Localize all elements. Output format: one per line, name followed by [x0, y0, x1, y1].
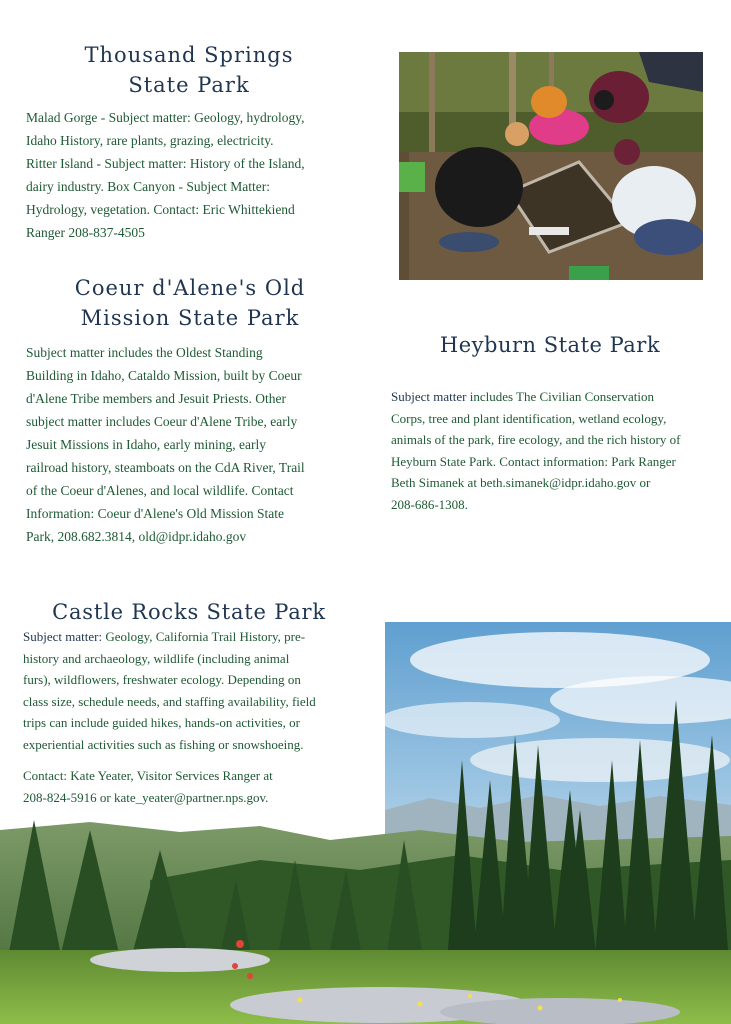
text-line: d'Alene Tribe members and Jesuit Priests. Other — [26, 391, 287, 406]
text-line — [391, 386, 721, 408]
text-line: Heyburn State Park. Contact information: Park Ranger — [391, 453, 676, 469]
coeur-dalene-title — [40, 273, 340, 333]
text-line: animals of the park, fire ecology, and the rich history of — [391, 432, 681, 447]
heyburn-description — [391, 386, 721, 515]
text-run: includes The Civilian Conservation — [466, 389, 654, 404]
text-line: class size, schedule needs, and staffing availability, field — [23, 693, 316, 709]
text-line: Park, 208.682.3814, old@idpr.idaho.gov — [26, 529, 247, 544]
text-line: trips can include guided hikes, hands-on activities, or — [23, 715, 300, 730]
subject-matter-lead: Subject matter — [391, 389, 467, 404]
title-line: Coeur d'Alene's Old — [74, 276, 306, 300]
text-line: experiential activities such as fishing or snowshoeing. — [23, 736, 304, 752]
text-line: railroad history, steamboats on the CdA River, Trail — [26, 460, 305, 475]
text-line: subject matter includes Coeur d'Alene Tribe, early — [26, 414, 298, 429]
castle-rocks-contact — [23, 765, 373, 808]
title-line: Heyburn State Park — [439, 333, 661, 357]
text-line: Ritter Island - Subject matter: History of the Island, — [26, 156, 305, 171]
title-line: Castle Rocks State Park — [52, 600, 326, 624]
text-line: Hydrology, vegetation. Contact: Eric Whittekiend — [26, 202, 295, 217]
text-line: 208-686-1308. — [391, 496, 468, 512]
heyburn-title — [400, 330, 700, 360]
coeur-dalene-description — [26, 341, 366, 548]
text-line: Beth Simanek at beth.simanek@idpr.idaho.gov or — [391, 475, 651, 490]
text-line: Contact: Kate Yeater, Visitor Services Ranger at — [23, 768, 273, 783]
text-line: Ranger 208-837-4505 — [26, 225, 145, 240]
text-line: dairy industry. Box Canyon - Subject Matter: — [26, 179, 270, 194]
thousand-springs-description — [26, 106, 366, 244]
text-line — [23, 626, 373, 648]
text-line: Malad Gorge - Subject matter: Geology, hydrology, — [26, 110, 305, 125]
text-line: 208-824-5916 or kate_yeater@partner.nps.gov. — [23, 789, 269, 805]
text-line: Building in Idaho, Cataldo Mission, built by Coeur — [26, 368, 302, 383]
thousand-springs-title — [60, 40, 318, 100]
castle-rocks-title — [30, 597, 348, 627]
text-line: of the Coeur d'Alenes, and local wildlife. Contact — [26, 483, 294, 498]
text-line: history and archaeology, wildlife (including animal — [23, 650, 290, 666]
text-line: Information: Coeur d'Alene's Old Mission State — [26, 506, 284, 521]
title-line: Mission State Park — [80, 306, 300, 330]
subject-matter-lead: Subject matter: — [23, 629, 103, 644]
title-line: Thousand Springs — [84, 43, 294, 67]
students-fieldwork-photo — [399, 52, 703, 280]
text-line: Subject matter includes the Oldest Standing — [26, 345, 263, 360]
text-run: Geology, California Trail History, pre- — [102, 629, 306, 644]
text-line: furs), wildflowers, freshwater ecology. Depending on — [23, 672, 301, 687]
text-line: Idaho History, rare plants, grazing, electricity. — [26, 133, 274, 148]
castle-rocks-description — [23, 626, 373, 755]
text-line: Jesuit Missions in Idaho, early mining, early — [26, 437, 266, 452]
title-line: State Park — [128, 73, 250, 97]
text-line: Corps, tree and plant identification, wetland ecology, — [391, 410, 667, 426]
